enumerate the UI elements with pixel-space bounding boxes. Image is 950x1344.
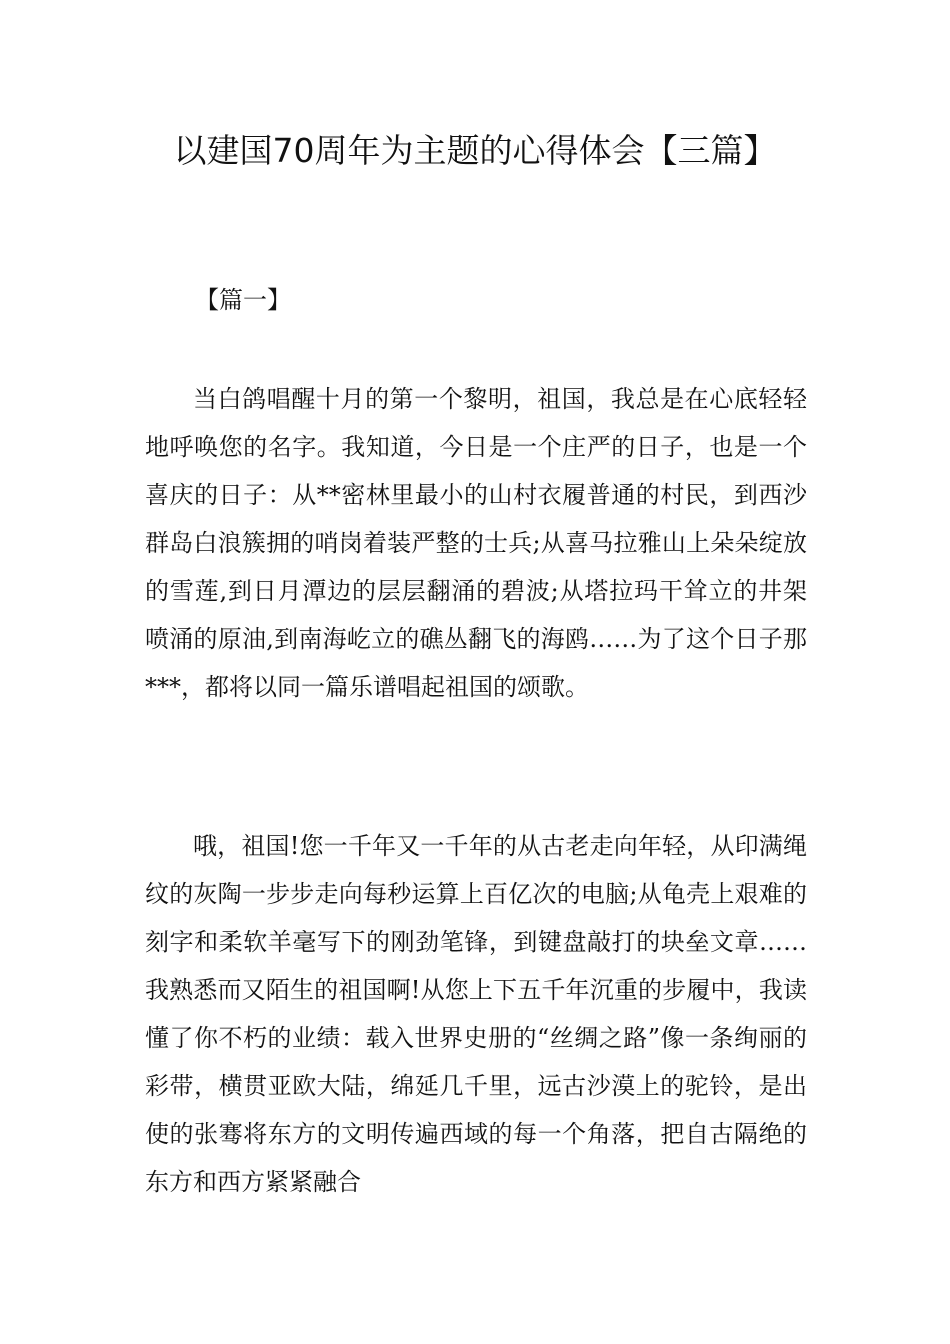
document-title: 以建国70周年为主题的心得体会【三篇】 [173,131,777,170]
section-heading: 【篇一】 [195,286,291,314]
paragraph-2: 哦，祖国!您一千年又一千年的从古老走向年轻，从印满绳纹的灰陶一步步走向每秒运算上百亿次的电脑;从龟壳上艰难的刻字和柔软羊毫写下的刚劲笔锋，到键盘敲打的块垒文章……我熟悉而又陌生的祖国啊!从您上下五千年沉重的步履中，我读懂了你不朽的业绩：载入世界史册的“丝绸之路”像一条绚丽的彩带，横贯亚欧大陆，绵延几千里，远古沙漠上的驼铃，是出使的张骞将东方的文明传遍西域的每一个角落，把自古隔绝的东方和西方紧紧融合 [145,832,807,1196]
paragraph-1: 当白鸽唱醒十月的第一个黎明，祖国，我总是在心底轻轻地呼唤您的名字。我知道，今日是一个庄严的日子，也是一个喜庆的日子：从**密林里最小的山村衣履普通的村民，到西沙群岛白浪簇拥的哨岗着装严整的士兵;从喜马拉雅山上朵朵绽放的雪莲,到日月潭边的层层翻涌的碧波;从塔拉玛干耸立的井架喷涌的原油,到南海屹立的礁丛翻飞的海鸥……为了这个日子那***，都将以同一篇乐谱唱起祖国的颂歌。 [145,385,807,701]
